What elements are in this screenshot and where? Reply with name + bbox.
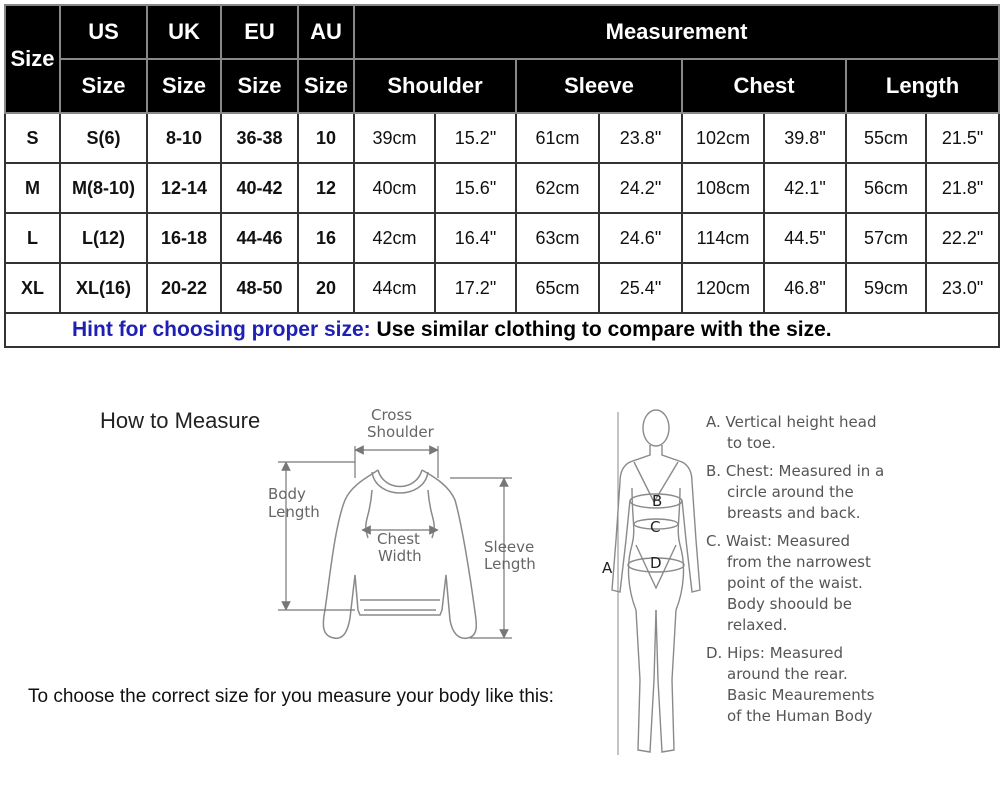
cell-chest-cm: 114cm: [682, 213, 764, 263]
table-row: [5, 113, 999, 163]
cell-chest-in: 42.1": [764, 163, 846, 213]
cell-length-in: 21.5": [926, 113, 999, 163]
legend-line: of the Human Body: [727, 707, 873, 725]
cell-shoulder-cm: 40cm: [354, 163, 435, 213]
cell-size: M: [5, 163, 60, 213]
how-to-measure-title: How to Measure: [100, 408, 261, 433]
body-figure-icon: [612, 410, 700, 755]
cell-sleeve-in: 23.8": [599, 113, 682, 163]
cell-length-cm: 57cm: [846, 213, 926, 263]
cell-length-in: 21.8": [926, 163, 999, 213]
cell-uk: 8-10: [147, 113, 221, 163]
width-label: Width: [378, 547, 422, 565]
cell-us: M(8-10): [60, 163, 147, 213]
measurement-legend: [706, 412, 996, 734]
cell-us: XL(16): [60, 263, 147, 313]
cell-eu: 40-42: [221, 163, 298, 213]
cell-shoulder-in: 17.2": [435, 263, 516, 313]
header-length: Length: [846, 59, 999, 113]
legend-line: point of the waist.: [727, 574, 863, 592]
length-label-left: Length: [268, 503, 320, 521]
cell-uk: 16-18: [147, 213, 221, 263]
cell-chest-in: 44.5": [764, 213, 846, 263]
header-eu: EU: [221, 5, 298, 59]
marker-c: C: [650, 518, 661, 536]
legend-line: around the rear.: [727, 665, 848, 683]
cell-eu: 44-46: [221, 213, 298, 263]
legend-line: from the narrowest: [727, 553, 871, 571]
cell-au: 20: [298, 263, 354, 313]
legend-line: relaxed.: [727, 616, 788, 634]
cell-chest-cm: 108cm: [682, 163, 764, 213]
legend-line: A. Vertical height head: [706, 413, 877, 431]
cell-sleeve-in: 25.4": [599, 263, 682, 313]
cell-length-cm: 56cm: [846, 163, 926, 213]
cell-chest-in: 39.8": [764, 113, 846, 163]
header-uk-size: Size: [147, 59, 221, 113]
header-eu-size: Size: [221, 59, 298, 113]
cell-sleeve-in: 24.6": [599, 213, 682, 263]
marker-b: B: [652, 492, 663, 510]
cell-shoulder-cm: 42cm: [354, 213, 435, 263]
cell-shoulder-cm: 44cm: [354, 263, 435, 313]
cell-uk: 12-14: [147, 163, 221, 213]
sleeve-label: Sleeve: [484, 538, 535, 556]
header-measurement: Measurement: [354, 5, 999, 59]
marker-a: A: [602, 559, 613, 577]
table-row: [5, 213, 999, 263]
marker-d: D: [650, 554, 662, 572]
cell-shoulder-cm: 39cm: [354, 113, 435, 163]
table-row: [5, 163, 999, 213]
cell-chest-in: 46.8": [764, 263, 846, 313]
cell-uk: 20-22: [147, 263, 221, 313]
hint-cell: [5, 313, 999, 347]
cell-eu: 36-38: [221, 113, 298, 163]
hint-row: [5, 313, 999, 347]
cell-length-in: 23.0": [926, 263, 999, 313]
shoulder-label: Shoulder: [367, 423, 434, 441]
header-au-size: Size: [298, 59, 354, 113]
header-us-size: Size: [60, 59, 147, 113]
legend-line: Body shoould be: [727, 595, 853, 613]
cell-length-cm: 55cm: [846, 113, 926, 163]
hint-text: Use similar clothing to compare with the size.: [370, 318, 832, 341]
legend-line: B. Chest: Measured in a: [706, 462, 885, 480]
legend-line: D. Hips: Measured: [706, 644, 843, 662]
cell-size: S: [5, 113, 60, 163]
header-shoulder: Shoulder: [354, 59, 516, 113]
legend-line: Basic Meaurements: [727, 686, 875, 704]
cell-sleeve-cm: 65cm: [516, 263, 599, 313]
cell-sleeve-in: 24.2": [599, 163, 682, 213]
cell-us: S(6): [60, 113, 147, 163]
cell-au: 12: [298, 163, 354, 213]
legend-item-b: [706, 461, 996, 524]
header-uk: UK: [147, 5, 221, 59]
cell-shoulder-in: 16.4": [435, 213, 516, 263]
cell-us: L(12): [60, 213, 147, 263]
legend-line: C. Waist: Measured: [706, 532, 851, 550]
cell-au: 10: [298, 113, 354, 163]
cell-length-cm: 59cm: [846, 263, 926, 313]
cell-size: L: [5, 213, 60, 263]
chest-label: Chest: [377, 530, 420, 548]
cell-shoulder-in: 15.2": [435, 113, 516, 163]
choose-instruction: To choose the correct size for you measure your body like this:: [28, 686, 554, 707]
body-label: Body: [268, 485, 306, 503]
cell-sleeve-cm: 61cm: [516, 113, 599, 163]
table-row: [5, 263, 999, 313]
cell-sleeve-cm: 62cm: [516, 163, 599, 213]
header-us: US: [60, 5, 147, 59]
header-size: Size: [5, 5, 60, 113]
cell-length-in: 22.2": [926, 213, 999, 263]
legend-item-d: [706, 643, 996, 727]
cross-label: Cross: [371, 406, 413, 424]
legend-item-a: [706, 412, 996, 454]
cell-chest-cm: 102cm: [682, 113, 764, 163]
header-au: AU: [298, 5, 354, 59]
cell-size: XL: [5, 263, 60, 313]
header-sleeve: Sleeve: [516, 59, 682, 113]
legend-item-c: [706, 531, 996, 636]
cell-eu: 48-50: [221, 263, 298, 313]
cell-sleeve-cm: 63cm: [516, 213, 599, 263]
cross-shoulder-arrow: [355, 446, 438, 478]
length-label-right: Length: [484, 555, 536, 573]
legend-line: to toe.: [727, 434, 776, 452]
size-chart-table: [4, 4, 1000, 348]
legend-line: breasts and back.: [727, 504, 861, 522]
legend-line: circle around the: [727, 483, 854, 501]
cell-shoulder-in: 15.6": [435, 163, 516, 213]
cell-au: 16: [298, 213, 354, 263]
cell-chest-cm: 120cm: [682, 263, 764, 313]
header-chest: Chest: [682, 59, 846, 113]
hint-lead: Hint for choosing proper size:: [72, 318, 371, 341]
